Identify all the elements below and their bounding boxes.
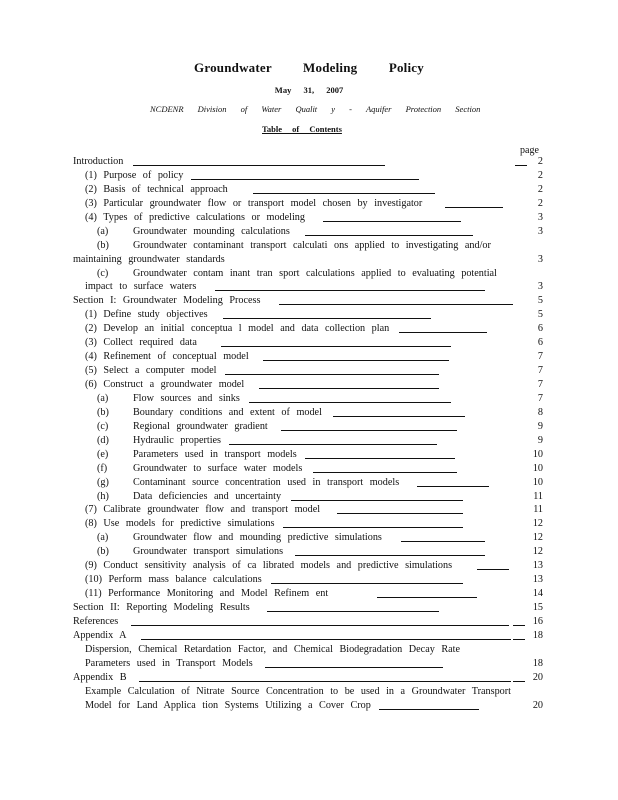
toc-leader — [283, 527, 463, 528]
toc-entry-number: (c) — [97, 267, 109, 279]
toc-entry-number: (d) — [97, 434, 109, 446]
toc-page-number: 18 — [532, 629, 543, 641]
toc-entry — [73, 406, 543, 420]
toc-leader — [477, 569, 509, 570]
toc-page-number: 3 — [537, 225, 543, 237]
table-of-contents — [73, 155, 543, 713]
toc-entry-text: (9) Conduct sensitivity analysis of ca librated models and predictive simulations — [85, 560, 453, 572]
toc-page-number: 6 — [537, 337, 543, 349]
toc-page-number: 6 — [537, 323, 543, 335]
toc-entry-text: Groundwater contaminant transport calculati ons applied to investigating and/or — [133, 239, 491, 251]
toc-entry — [73, 643, 543, 657]
toc-entry — [73, 169, 543, 183]
toc-entry — [73, 239, 543, 253]
toc-entry-continuation — [73, 657, 543, 671]
toc-entry — [73, 434, 543, 448]
toc-page-number: 3 — [537, 211, 543, 223]
toc-entry-text: (8) Use models for predictive simulations — [85, 518, 275, 530]
toc-entry — [73, 671, 543, 685]
toc-page-number: 3 — [537, 253, 543, 265]
toc-entry — [73, 336, 543, 350]
toc-entry-number: (b) — [97, 546, 109, 558]
toc-page-number: 20 — [532, 699, 543, 711]
toc-entry-text: (4) Types of predictive calculations or modeling — [85, 211, 305, 223]
toc-entry-text: References — [73, 615, 119, 627]
toc-entry — [73, 350, 543, 364]
toc-leader — [225, 374, 439, 375]
toc-entry — [73, 183, 543, 197]
toc-entry — [73, 517, 543, 531]
toc-entry-text: Section II: Reporting Modeling Results — [73, 602, 250, 613]
toc-leader — [279, 304, 513, 305]
toc-entry-number: (a) — [97, 225, 109, 237]
toc-page-number: 16 — [532, 615, 543, 627]
toc-entry-number: (h) — [97, 490, 109, 502]
toc-page-number: 7 — [537, 351, 543, 363]
toc-entry-text: (5) Select a computer model — [85, 365, 217, 377]
toc-entry — [73, 448, 543, 462]
toc-leader — [295, 555, 485, 556]
toc-entry — [73, 601, 543, 615]
toc-leader — [223, 318, 431, 319]
toc-entry-text: Groundwater to surface water models — [133, 462, 303, 474]
toc-leader — [399, 332, 487, 333]
toc-entry-text: (7) Calibrate groundwater flow and transport model — [85, 504, 321, 516]
toc-entry — [73, 225, 543, 239]
toc-entry-text: Parameters used in transport models — [133, 448, 297, 460]
toc-page-number: 10 — [532, 448, 543, 460]
toc-leader — [265, 667, 443, 668]
toc-page-number: 12 — [532, 518, 543, 530]
toc-page-number: 3 — [537, 281, 543, 293]
toc-leader — [215, 290, 485, 291]
toc-entry-text: (2) Develop an initial conceptua l model and data collection plan — [85, 323, 390, 335]
toc-entry-text: Model for Land Applica tion Systems Utilizing a Cover Crop — [85, 699, 371, 711]
toc-leader — [267, 611, 439, 612]
toc-entry-text: Parameters used in Transport Models — [85, 657, 253, 669]
toc-entry-text: (10) Perform mass balance calculations — [85, 574, 262, 586]
toc-entry — [73, 629, 543, 643]
toc-entry — [73, 462, 543, 476]
toc-entry-text: Groundwater mounding calculations — [133, 225, 290, 237]
toc-leader — [263, 360, 449, 361]
toc-page-number: 2 — [537, 156, 543, 167]
toc-entry-text: Appendix B — [73, 671, 127, 683]
toc-page-number: 2 — [537, 197, 543, 209]
toc-leader — [229, 444, 437, 445]
toc-page-number: 9 — [537, 420, 543, 432]
toc-leader — [323, 221, 461, 222]
toc-entry-text: Groundwater transport simulations — [133, 546, 284, 558]
toc-entry — [73, 573, 543, 587]
toc-entry-text: (3) Collect required data — [85, 337, 197, 349]
toc-entry-text: Data deficiencies and uncertainty — [133, 490, 282, 502]
toc-leader — [221, 346, 451, 347]
toc-leader — [417, 486, 489, 487]
toc-entry — [73, 420, 543, 434]
toc-leader — [401, 541, 485, 542]
toc-leader — [249, 402, 451, 403]
toc-page-number: 7 — [537, 379, 543, 390]
toc-entry — [73, 685, 543, 699]
toc-entry-text: Flow sources and sinks — [133, 392, 240, 404]
toc-leader — [139, 681, 511, 682]
toc-page-number: 2 — [537, 183, 543, 195]
toc-leader — [281, 430, 457, 431]
toc-entry-number: (c) — [97, 420, 109, 432]
toc-entry-continuation — [73, 280, 543, 294]
toc-leader — [133, 165, 385, 166]
toc-entry — [73, 267, 543, 281]
toc-leader — [379, 709, 479, 710]
document-title: Groundwater Modeling Policy — [194, 60, 424, 75]
toc-leader — [291, 500, 463, 501]
toc-page-number: 10 — [532, 476, 543, 488]
toc-leader — [191, 179, 419, 180]
toc-page-number: 11 — [533, 490, 543, 502]
toc-entry — [73, 294, 543, 308]
toc-entry-number: (g) — [97, 476, 109, 488]
toc-entry-text: Regional groundwater gradient — [133, 420, 268, 432]
toc-entry-text: Section I: Groundwater Modeling Process — [73, 295, 261, 307]
toc-entry — [73, 545, 543, 559]
toc-entry — [73, 615, 543, 629]
toc-entry-text: Contaminant source concentration used in transport models — [133, 476, 400, 488]
toc-entry-continuation — [73, 253, 543, 267]
toc-page-number: 20 — [532, 671, 543, 683]
toc-entry — [73, 322, 543, 336]
toc-entry-text: Appendix A — [73, 629, 127, 641]
toc-entry-text: Groundwater contam inant tran sport calculations applied to evaluating potential — [133, 267, 497, 279]
toc-entry — [73, 197, 543, 211]
toc-entry — [73, 531, 543, 545]
toc-leader — [141, 639, 511, 640]
toc-entry-number: (b) — [97, 406, 109, 418]
toc-entry-text: impact to surface waters — [85, 281, 197, 293]
toc-entry-continuation — [73, 699, 543, 713]
toc-page-number: 13 — [532, 560, 543, 572]
toc-entry-text: (1) Define study objectives — [85, 309, 208, 321]
toc-entry — [73, 476, 543, 490]
toc-entry — [73, 364, 543, 378]
toc-heading: Table of Contents — [262, 124, 342, 134]
toc-entry-text: Hydraulic properties — [133, 434, 222, 446]
toc-entry-text: Introduction — [73, 156, 124, 167]
toc-leader — [337, 513, 463, 514]
toc-entry-number: (f) — [97, 462, 108, 474]
toc-entry — [73, 211, 543, 225]
toc-page-number: 12 — [532, 532, 543, 544]
toc-entry-text: (4) Refinement of conceptual model — [85, 351, 249, 363]
toc-leader — [333, 416, 465, 417]
toc-entry-text: Example Calculation of Nitrate Source Concentration to be used in a Groundwater Transport — [85, 685, 511, 697]
toc-entry-number: (e) — [97, 448, 109, 460]
toc-entry-text: (11) Performance Monitoring and Model Refinem ent — [85, 588, 329, 600]
toc-leader — [305, 458, 455, 459]
toc-entry-number: (a) — [97, 532, 109, 544]
toc-entry — [73, 392, 543, 406]
toc-page-number: 5 — [537, 295, 543, 307]
toc-page-number: 15 — [532, 602, 543, 613]
toc-entry-text: Dispersion, Chemical Retardation Factor, and Chemical Biodegradation Decay Rate — [85, 643, 461, 655]
toc-entry — [73, 503, 543, 517]
toc-page-number: 7 — [537, 365, 543, 377]
toc-entry-text: (2) Basis of technical approach — [85, 183, 228, 195]
toc-page-number: 13 — [532, 574, 543, 586]
toc-page-number: 8 — [537, 406, 543, 418]
toc-entry — [73, 559, 543, 573]
toc-leader — [305, 235, 473, 236]
toc-entry — [73, 490, 543, 504]
toc-entry-text: (1) Purpose of policy — [85, 169, 184, 181]
agency-line: NCDENR Division of Water Qualit y - Aquifer Protection Section — [150, 104, 481, 114]
toc-page-number: 11 — [533, 504, 543, 516]
toc-page-number: 18 — [532, 657, 543, 669]
toc-leader — [131, 625, 509, 626]
toc-page-number: 7 — [537, 392, 543, 404]
toc-page-number: 5 — [537, 309, 543, 321]
toc-entry-text: maintaining groundwater standards — [73, 253, 225, 265]
toc-entry-text: Groundwater flow and mounding predictive simulations — [133, 532, 382, 544]
toc-page-number: 10 — [532, 462, 543, 474]
toc-entry — [73, 378, 543, 392]
toc-entry — [73, 308, 543, 322]
toc-entry — [73, 155, 543, 169]
toc-leader — [313, 472, 457, 473]
toc-leader — [253, 193, 435, 194]
toc-entry-text: (3) Particular groundwater flow or transport model chosen by investigator — [85, 197, 423, 209]
toc-entry-number: (a) — [97, 392, 109, 404]
toc-page-number: 9 — [537, 434, 543, 446]
toc-leader — [377, 597, 477, 598]
toc-entry-text: Boundary conditions and extent of model — [133, 406, 322, 418]
toc-entry — [73, 587, 543, 601]
toc-page-number: 12 — [532, 546, 543, 558]
toc-leader — [445, 207, 503, 208]
toc-entry-number: (b) — [97, 239, 109, 251]
page-column-header: page — [520, 145, 539, 156]
toc-leader — [271, 583, 463, 584]
toc-page-number: 2 — [537, 169, 543, 181]
toc-page-number: 14 — [532, 588, 543, 600]
toc-entry-text: (6) Construct a groundwater model — [85, 379, 245, 390]
toc-leader — [259, 388, 439, 389]
document-date: May 31, 2007 — [274, 85, 344, 95]
